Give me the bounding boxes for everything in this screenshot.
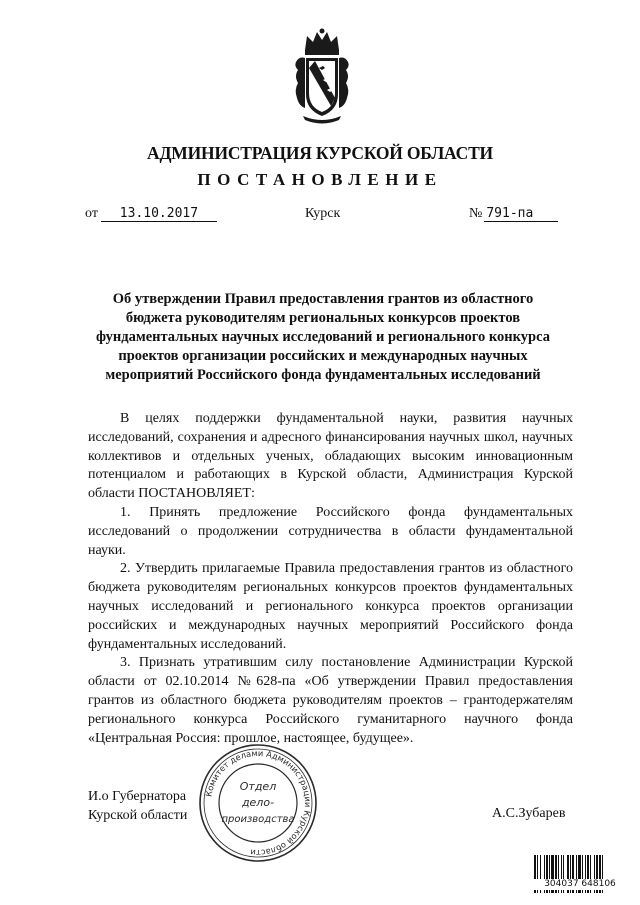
- date-value: 13.10.2017: [101, 207, 217, 222]
- document-type: ПОСТАНОВЛЕНИЕ: [197, 170, 443, 189]
- stamp-center-line2: дело-: [241, 796, 275, 809]
- signatory-title-line2: Курской области: [88, 807, 188, 823]
- document-number: [469, 206, 558, 222]
- list-item: 3. Признать утратившим силу постановление Администрации Курской области от 02.10.2014 №628-па «Об утверждении Правил предоставления грантов из областного бюджета руководителям проектов – грантодержателям регионального конкурса Российского гуманитарного научного фонда «Центральная Россия: прошлое, настоящее, будущее».: [88, 655, 573, 746]
- document-city: Курск: [305, 206, 341, 221]
- date-prefix: от: [85, 206, 98, 221]
- signatory-title: [88, 788, 187, 825]
- document-subject: Об утверждении Правил предоставления грантов из областного бюджета руководителям региональных конкурсов проектов фундаментальных научных исследований и регионального конкурса проектов организации российских и международных научных мероприятий Российского фонда фундаментальных исследований: [95, 291, 550, 383]
- number-value: 791-па: [484, 207, 558, 222]
- list-item: 1. Принять предложение Российского фонда фундаментальных исследований о продолжении сотрудничества в области фундаментальной науки.: [88, 504, 573, 558]
- kursk-coat-of-arms-icon: [293, 28, 351, 124]
- stamp-center-line3: производства: [221, 814, 295, 825]
- barcode-number: 304037 648106: [533, 879, 627, 890]
- document-date: [85, 206, 217, 222]
- office-stamp: [197, 742, 319, 864]
- number-prefix: №: [469, 206, 483, 221]
- stamp-center-line1: Отдел: [239, 780, 277, 793]
- stamp-ring-text: Комитет делами Администрации Курской области: [203, 747, 314, 859]
- signatory-name: А.С.Зубарев: [492, 806, 566, 821]
- document-body: [88, 410, 573, 748]
- organization-title: АДМИНИСТРАЦИЯ КУРСКОЙ ОБЛАСТИ: [147, 143, 493, 163]
- list-item: 2. Утвердить прилагаемые Правила предоставления грантов из областного бюджета руководителям региональных конкурсов проектов фундаментальных научных исследований и регионального конкурса проектов организации российских и международных научных мероприятий Российского фонда фундаментальных исследований.: [88, 561, 573, 652]
- signatory-title-line1: И.о Губернатора: [88, 789, 187, 804]
- preamble-paragraph: В целях поддержки фундаментальной науки, развития научных исследований, сохранения и адресного финансирования научных школ, научных коллективов и отдельных ученых, обладающих высоким инновационным потенциалом и работающих в Курской области, Администрация Курской области ПОСТАНОВЛЯЕТ:: [88, 411, 573, 502]
